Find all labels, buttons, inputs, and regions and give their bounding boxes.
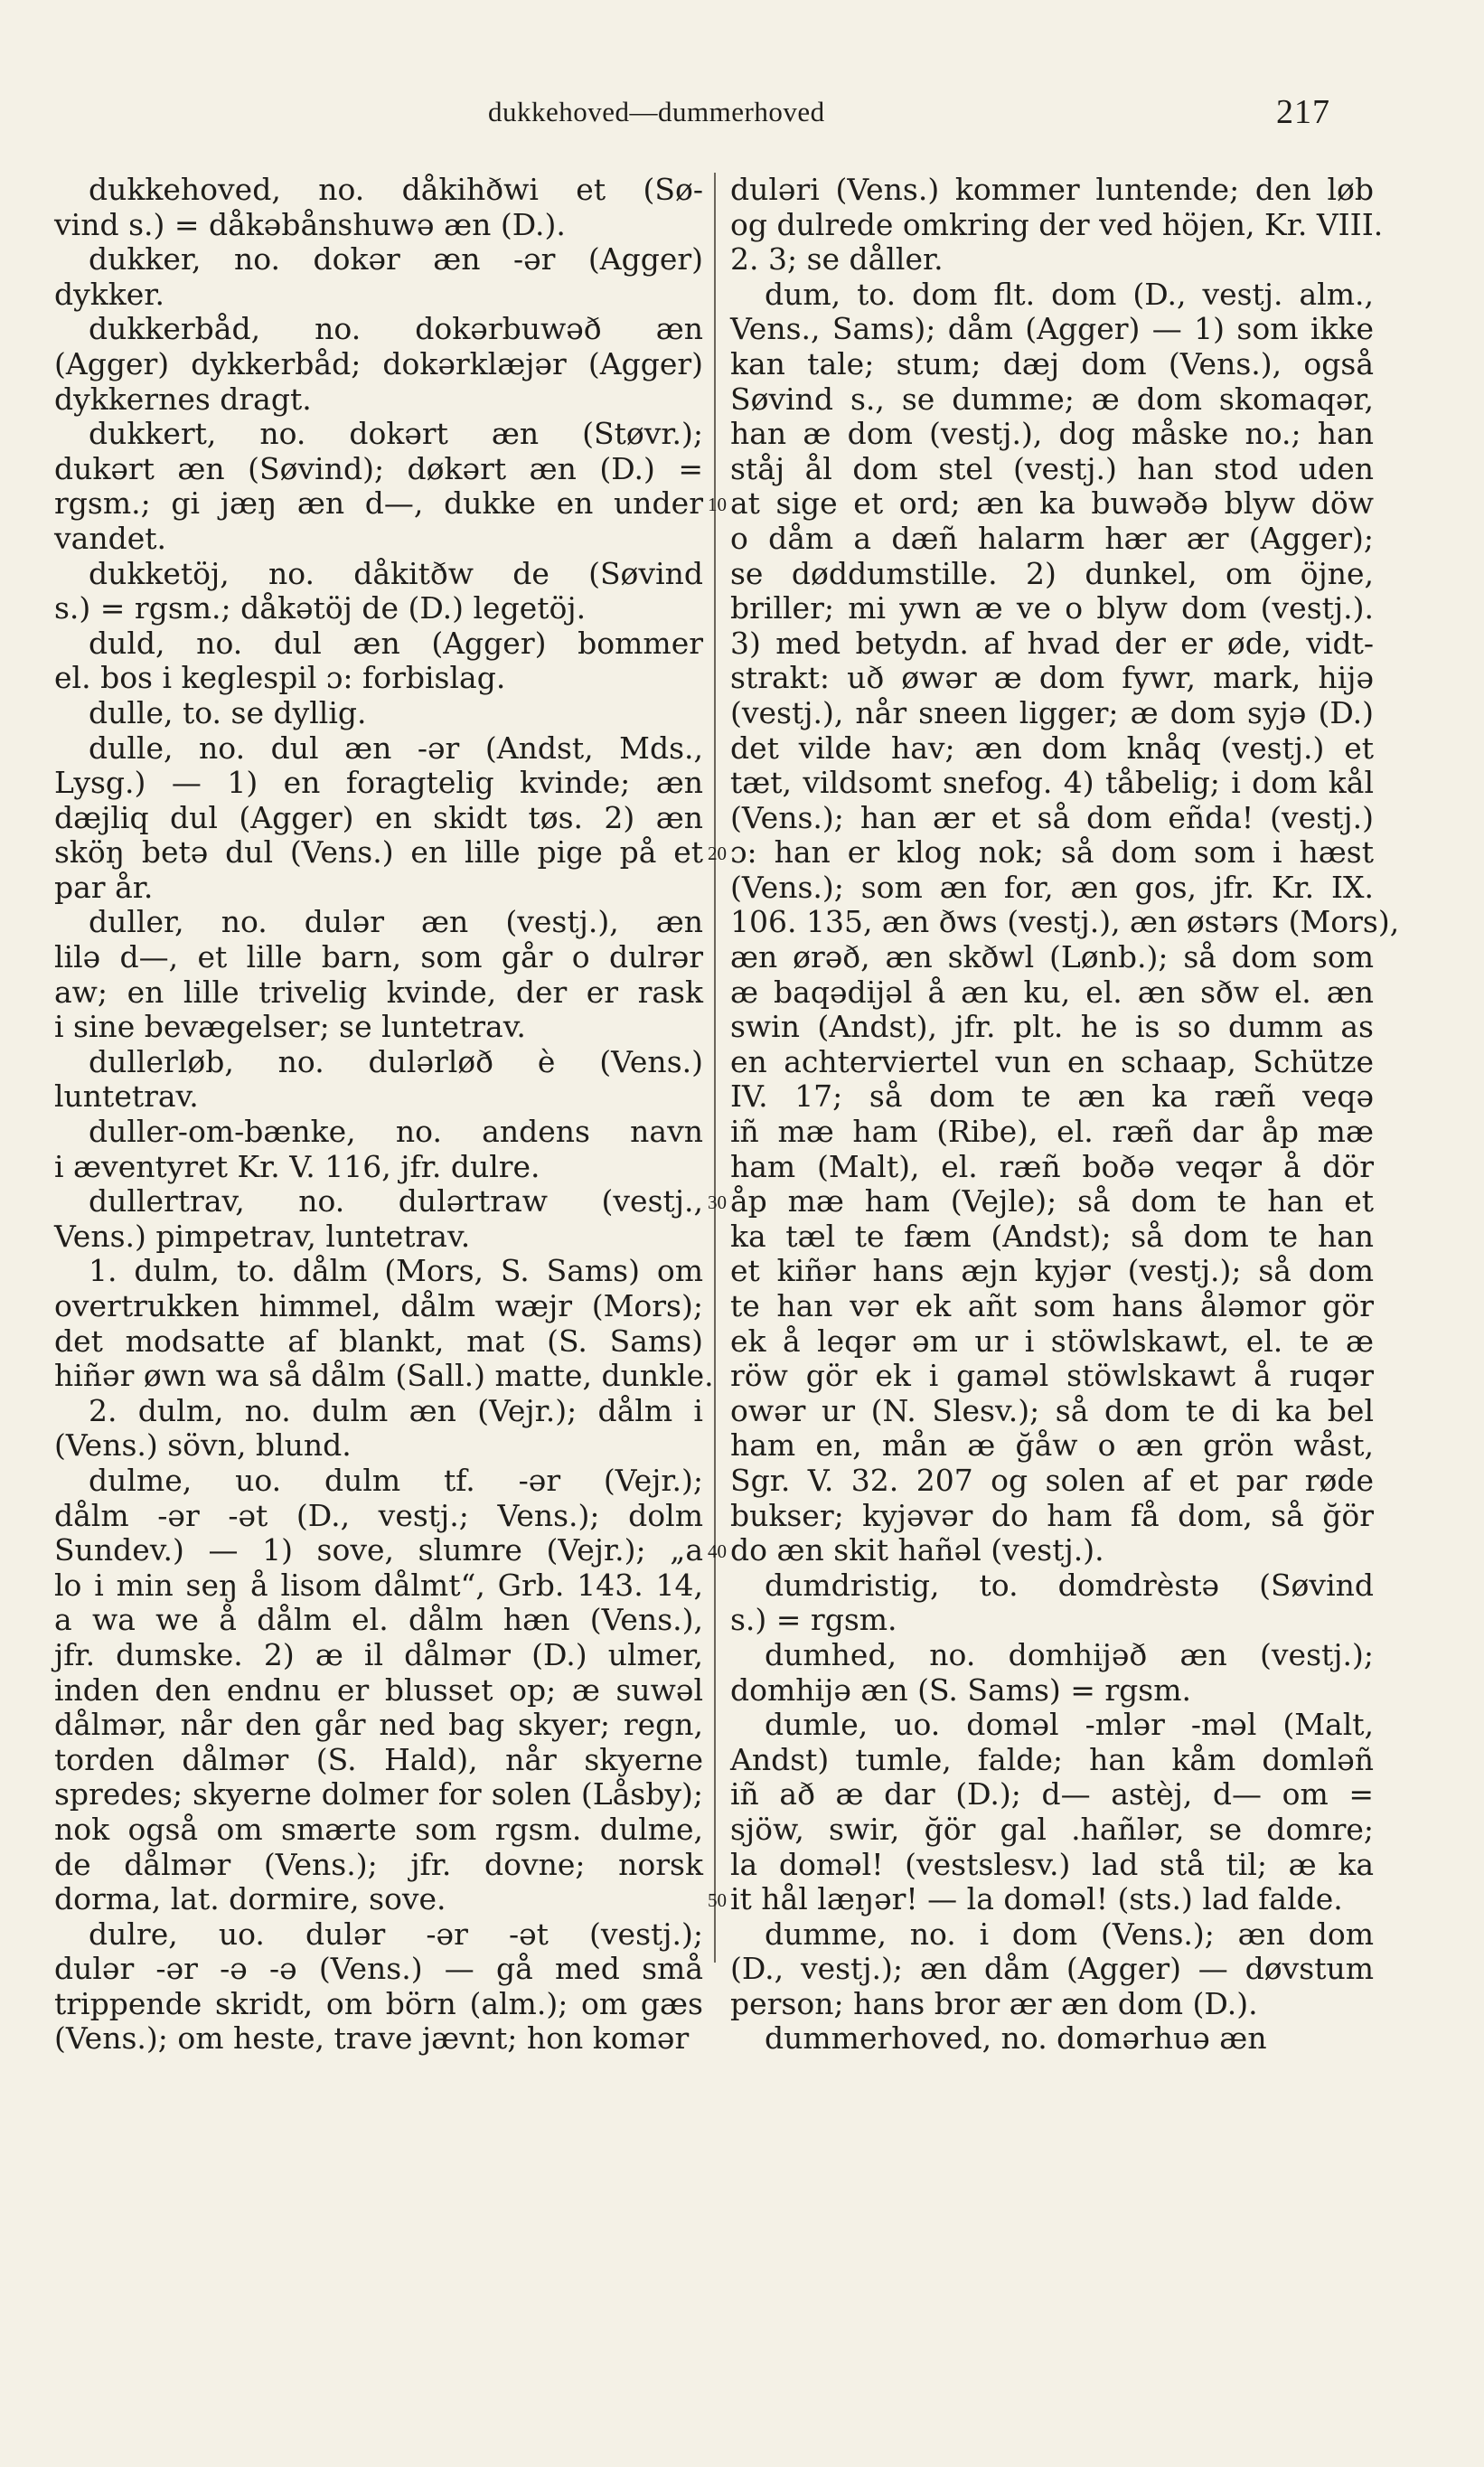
text-line: (D., vestj.); æn dåm (Agger) — døvstum: [730, 1951, 1374, 1987]
line-number: 40: [708, 1540, 727, 1563]
line-number: 10: [708, 494, 727, 516]
text-line: dorma, lat. dormire, sove.: [54, 1881, 446, 1917]
text-line: 106. 135, æn ðws (vestj.), æn østərs (Mors),: [730, 904, 1400, 940]
text-line: nok også om smærte som rgsm. dulme,: [54, 1811, 703, 1847]
left-column: [54, 172, 714, 2415]
text-line: ham en, mån æ ğåw o æn grön wåst,: [730, 1427, 1374, 1464]
text-line: it hål læŋər! — la doməl! (sts.) lad falde.: [730, 1881, 1343, 1917]
text-line: dumdristig, to. domdrèstə (Søvind: [765, 1567, 1374, 1603]
text-line: et kiñər hans æjn kyjər (vestj.); så dom: [730, 1253, 1374, 1289]
text-line: Vens., Sams); dåm (Agger) — 1) som ikke: [730, 311, 1374, 347]
text-line: jfr. dumske. 2) æ il dålmər (D.) ulmer,: [54, 1636, 703, 1672]
text-line: la doməl! (vestslesv.) lad stå til; æ ka: [730, 1846, 1374, 1882]
text-line: luntetrav.: [54, 1078, 199, 1115]
text-line: iñ að æ dar (D.); d— astèj, d— om =: [730, 1776, 1374, 1813]
text-line: torden dålmər (S. Hald), når skyerne: [54, 1741, 703, 1777]
text-line: de dålmər (Vens.); jfr. dovne; norsk: [54, 1846, 703, 1882]
text-line: dumhed, no. domhijəð æn (vestj.);: [765, 1636, 1374, 1672]
text-line: aw; en lille trivelig kvinde, der er rask: [54, 974, 703, 1010]
text-line: æ baqədijəl å æn ku, el. æn sðw el. æn: [730, 974, 1374, 1010]
text-line: dullerløb, no. dulərløð è (Vens.): [89, 1043, 703, 1079]
text-line: dulre, uo. dulər -ər -ət (vestj.);: [89, 1916, 703, 1952]
text-line: en achterviertel vun en schaap, Schütze: [730, 1043, 1374, 1079]
text-line: domhijə æn (S. Sams) = rgsm.: [730, 1671, 1192, 1708]
text-line: Lysg.) — 1) en foragtelig kvinde; æn: [54, 765, 703, 801]
text-line: bukser; kyjəvər do ham få dom, så ğör: [730, 1497, 1374, 1533]
text-line: (Vens.) sövn, blund.: [54, 1427, 352, 1464]
text-line: overtrukken himmel, dålm wæjr (Mors);: [54, 1288, 703, 1323]
text-line: sköŋ betə dul (Vens.) en lille pige på et: [54, 834, 703, 871]
text-line: spredes; skyerne dolmer for solen (Låsby);: [54, 1776, 703, 1813]
text-line: lilə d—, et lille barn, som går o dulrər: [54, 939, 703, 975]
text-line: han æ dom (vestj.), dog måske no.; han: [730, 416, 1374, 452]
text-line: dullertrav, no. dulərtraw (vestj.,: [89, 1183, 703, 1219]
right-column: [730, 172, 1400, 2415]
text-line: dykker.: [54, 276, 164, 312]
text-line: dæjliq dul (Agger) en skidt tøs. 2) æn: [54, 799, 703, 835]
text-line: 3) med betydn. af hvad der er øde, vidt-: [730, 625, 1374, 661]
text-line: ek å leqər əm ur i stöwlskawt, el. te æ: [730, 1323, 1374, 1359]
text-line: person; hans bror ær æn dom (D.).: [730, 1985, 1258, 2021]
text-line: i sine bevægelser; se luntetrav.: [54, 1009, 526, 1045]
text-line: 2. dulm, no. dulm æn (Vejr.); dålm i: [89, 1392, 703, 1428]
text-line: do æn skit hañəl (vestj.).: [730, 1532, 1104, 1568]
text-line: 1. dulm, to. dålm (Mors, S. Sams) om: [89, 1253, 703, 1289]
text-line: par år.: [54, 869, 154, 905]
text-line: duld, no. dul æn (Agger) bommer: [89, 625, 703, 661]
text-line: dukkert, no. dokərt æn (Støvr.);: [89, 416, 703, 452]
text-line: æn ørəð, æn skðwl (Lønb.); så dom som: [730, 939, 1374, 975]
text-line: (vestj.), når sneen ligger; æ dom syjə (D.): [730, 694, 1374, 730]
text-line: dulle, to. se dyllig.: [89, 694, 367, 730]
text-line: Andst) tumle, falde; han kåm domləñ: [730, 1741, 1374, 1777]
text-line: i æventyret Kr. V. 116, jfr. dulre.: [54, 1148, 540, 1184]
line-number: 50: [708, 1889, 727, 1912]
text-line: Vens.) pimpetrav, luntetrav.: [54, 1218, 471, 1254]
text-line: briller; mi ywn æ ve o blyw dom (vestj.).: [730, 590, 1374, 626]
text-line: dulme, uo. dulm tf. -ər (Vejr.);: [89, 1462, 703, 1498]
text-line: dummerhoved, no. domərhuə æn: [765, 2020, 1267, 2057]
text-line: hiñər øwn wa så dålm (Sall.) matte, dunkle.: [54, 1358, 714, 1394]
text-line: lo i min seŋ å lisom dålmt“, Grb. 143. 14,: [54, 1567, 703, 1603]
text-line: kan tale; stum; dæj dom (Vens.), også: [730, 345, 1374, 381]
text-line: dykkernes dragt.: [54, 381, 312, 417]
page-number: 217: [1276, 93, 1330, 131]
text-line: s.) = rgsm.: [730, 1602, 897, 1638]
page-header: [0, 87, 1484, 132]
text-line: dukkerbåd, no. dokərbuwəð æn: [89, 311, 703, 347]
text-line: dulər -ər -ə -ə (Vens.) — gå med små: [54, 1951, 703, 1987]
text-line: s.) = rgsm.; dåkətöj de (D.) legetöj.: [54, 590, 587, 626]
text-line: dukketöj, no. dåkitðw de (Søvind: [89, 555, 703, 591]
text-line: åp mæ ham (Vejle); så dom te han et: [730, 1183, 1374, 1219]
text-line: a wa we å dålm el. dålm hæn (Vens.),: [54, 1602, 703, 1638]
text-line: owər ur (N. Slesv.); så dom te di ka bel: [730, 1392, 1374, 1428]
text-line: duller-om-bænke, no. andens navn: [89, 1114, 703, 1150]
text-line: te han vər ek añt som hans åləmor gör: [730, 1288, 1374, 1323]
text-line: se døddumstille. 2) dunkel, om öjne,: [730, 555, 1374, 591]
text-line: dumme, no. i dom (Vens.); æn dom: [765, 1916, 1374, 1952]
text-line: o dåm a dæñ halarm hær ær (Agger);: [730, 520, 1374, 556]
line-number: 20: [708, 843, 727, 865]
text-line: at sige et ord; æn ka buwəðə blyw döw: [730, 485, 1374, 522]
text-line: og dulrede omkring der ved höjen, Kr. VIII.: [730, 206, 1384, 242]
text-line: röw gör ek i gaməl stöwlskawt å ruqər: [730, 1358, 1374, 1394]
text-line: Sgr. V. 32. 207 og solen af et par røde: [730, 1462, 1374, 1498]
text-line: trippende skridt, om börn (alm.); om gæs: [54, 1985, 703, 2021]
text-line: (Vens.); om heste, trave jævnt; hon komər: [54, 2020, 690, 2057]
text-line: tæt, vildsomt snefog. 4) tåbelig; i dom kål: [730, 765, 1374, 801]
text-line: rgsm.; gi jæŋ æn d—, dukke en under: [54, 485, 703, 522]
text-line: det modsatte af blankt, mat (S. Sams): [54, 1323, 703, 1359]
text-line: Sundev.) — 1) sove, slumre (Vejr.); „a: [54, 1532, 703, 1568]
text-line: ɔ: han er klog nok; så dom som i hæst: [730, 834, 1374, 871]
text-line: inden den endnu er blusset op; æ suwəl: [54, 1671, 703, 1708]
text-line: ham (Malt), el. ræñ boðə veqər å dör: [730, 1148, 1374, 1184]
text-line: dukker, no. dokər æn -ər (Agger): [89, 241, 703, 278]
text-line: (Vens.); han ær et så dom eñda! (vestj.): [730, 799, 1374, 835]
text-line: dukərt æn (Søvind); døkərt æn (D.) =: [54, 450, 703, 486]
text-line: dum, to. dom flt. dom (D., vestj. alm.,: [765, 276, 1374, 312]
text-line: IV. 17; så dom te æn ka ræñ veqə: [730, 1078, 1374, 1115]
text-line: dumle, uo. doməl -mlər -məl (Malt,: [765, 1707, 1374, 1743]
column-divider: [714, 173, 716, 1963]
text-line: det vilde hav; æn dom knåq (vestj.) et: [730, 730, 1374, 766]
text-line: Søvind s., se dumme; æ dom skomaqər,: [730, 381, 1374, 417]
text-line: iñ mæ ham (Ribe), el. ræñ dar åp mæ: [730, 1114, 1374, 1150]
text-line: swin (Andst), jfr. plt. he is so dumm as: [730, 1009, 1374, 1045]
text-line: dukkehoved, no. dåkihðwi et (Sø-: [89, 172, 703, 207]
text-line: dålmər, når den går ned bag skyer; regn,: [54, 1707, 703, 1743]
text-line: dålm -ər -ət (D., vestj.; Vens.); dolm: [54, 1497, 703, 1533]
line-number: 30: [708, 1191, 727, 1214]
text-line: (Vens.); som æn for, æn gos, jfr. Kr. IX.: [730, 869, 1374, 905]
text-line: el. bos i keglespil ɔ: forbislag.: [54, 660, 506, 696]
text-line: strakt: uð øwər æ dom fywr, mark, hijə: [730, 660, 1374, 696]
text-line: (Agger) dykkerbåd; dokərklæjər (Agger): [54, 345, 703, 381]
text-line: duləri (Vens.) kommer luntende; den løb: [730, 172, 1374, 207]
text-line: ka tæl te fæm (Andst); så dom te han: [730, 1218, 1374, 1254]
text-line: dulle, no. dul æn -ər (Andst, Mds.,: [89, 730, 703, 766]
text-line: 2. 3; se dåller.: [730, 241, 944, 278]
text-line: vind s.) = dåkəbånshuwə æn (D.).: [54, 206, 566, 242]
text-line: sjöw, swir, ğör gal .hañlər, se domre;: [730, 1811, 1374, 1847]
text-line: duller, no. dulər æn (vestj.), æn: [89, 904, 703, 940]
running-head: dukkehoved—dummerhoved: [488, 96, 825, 127]
text-line: vandet.: [54, 520, 166, 556]
text-line: ståj ål dom stel (vestj.) han stod uden: [730, 450, 1374, 486]
